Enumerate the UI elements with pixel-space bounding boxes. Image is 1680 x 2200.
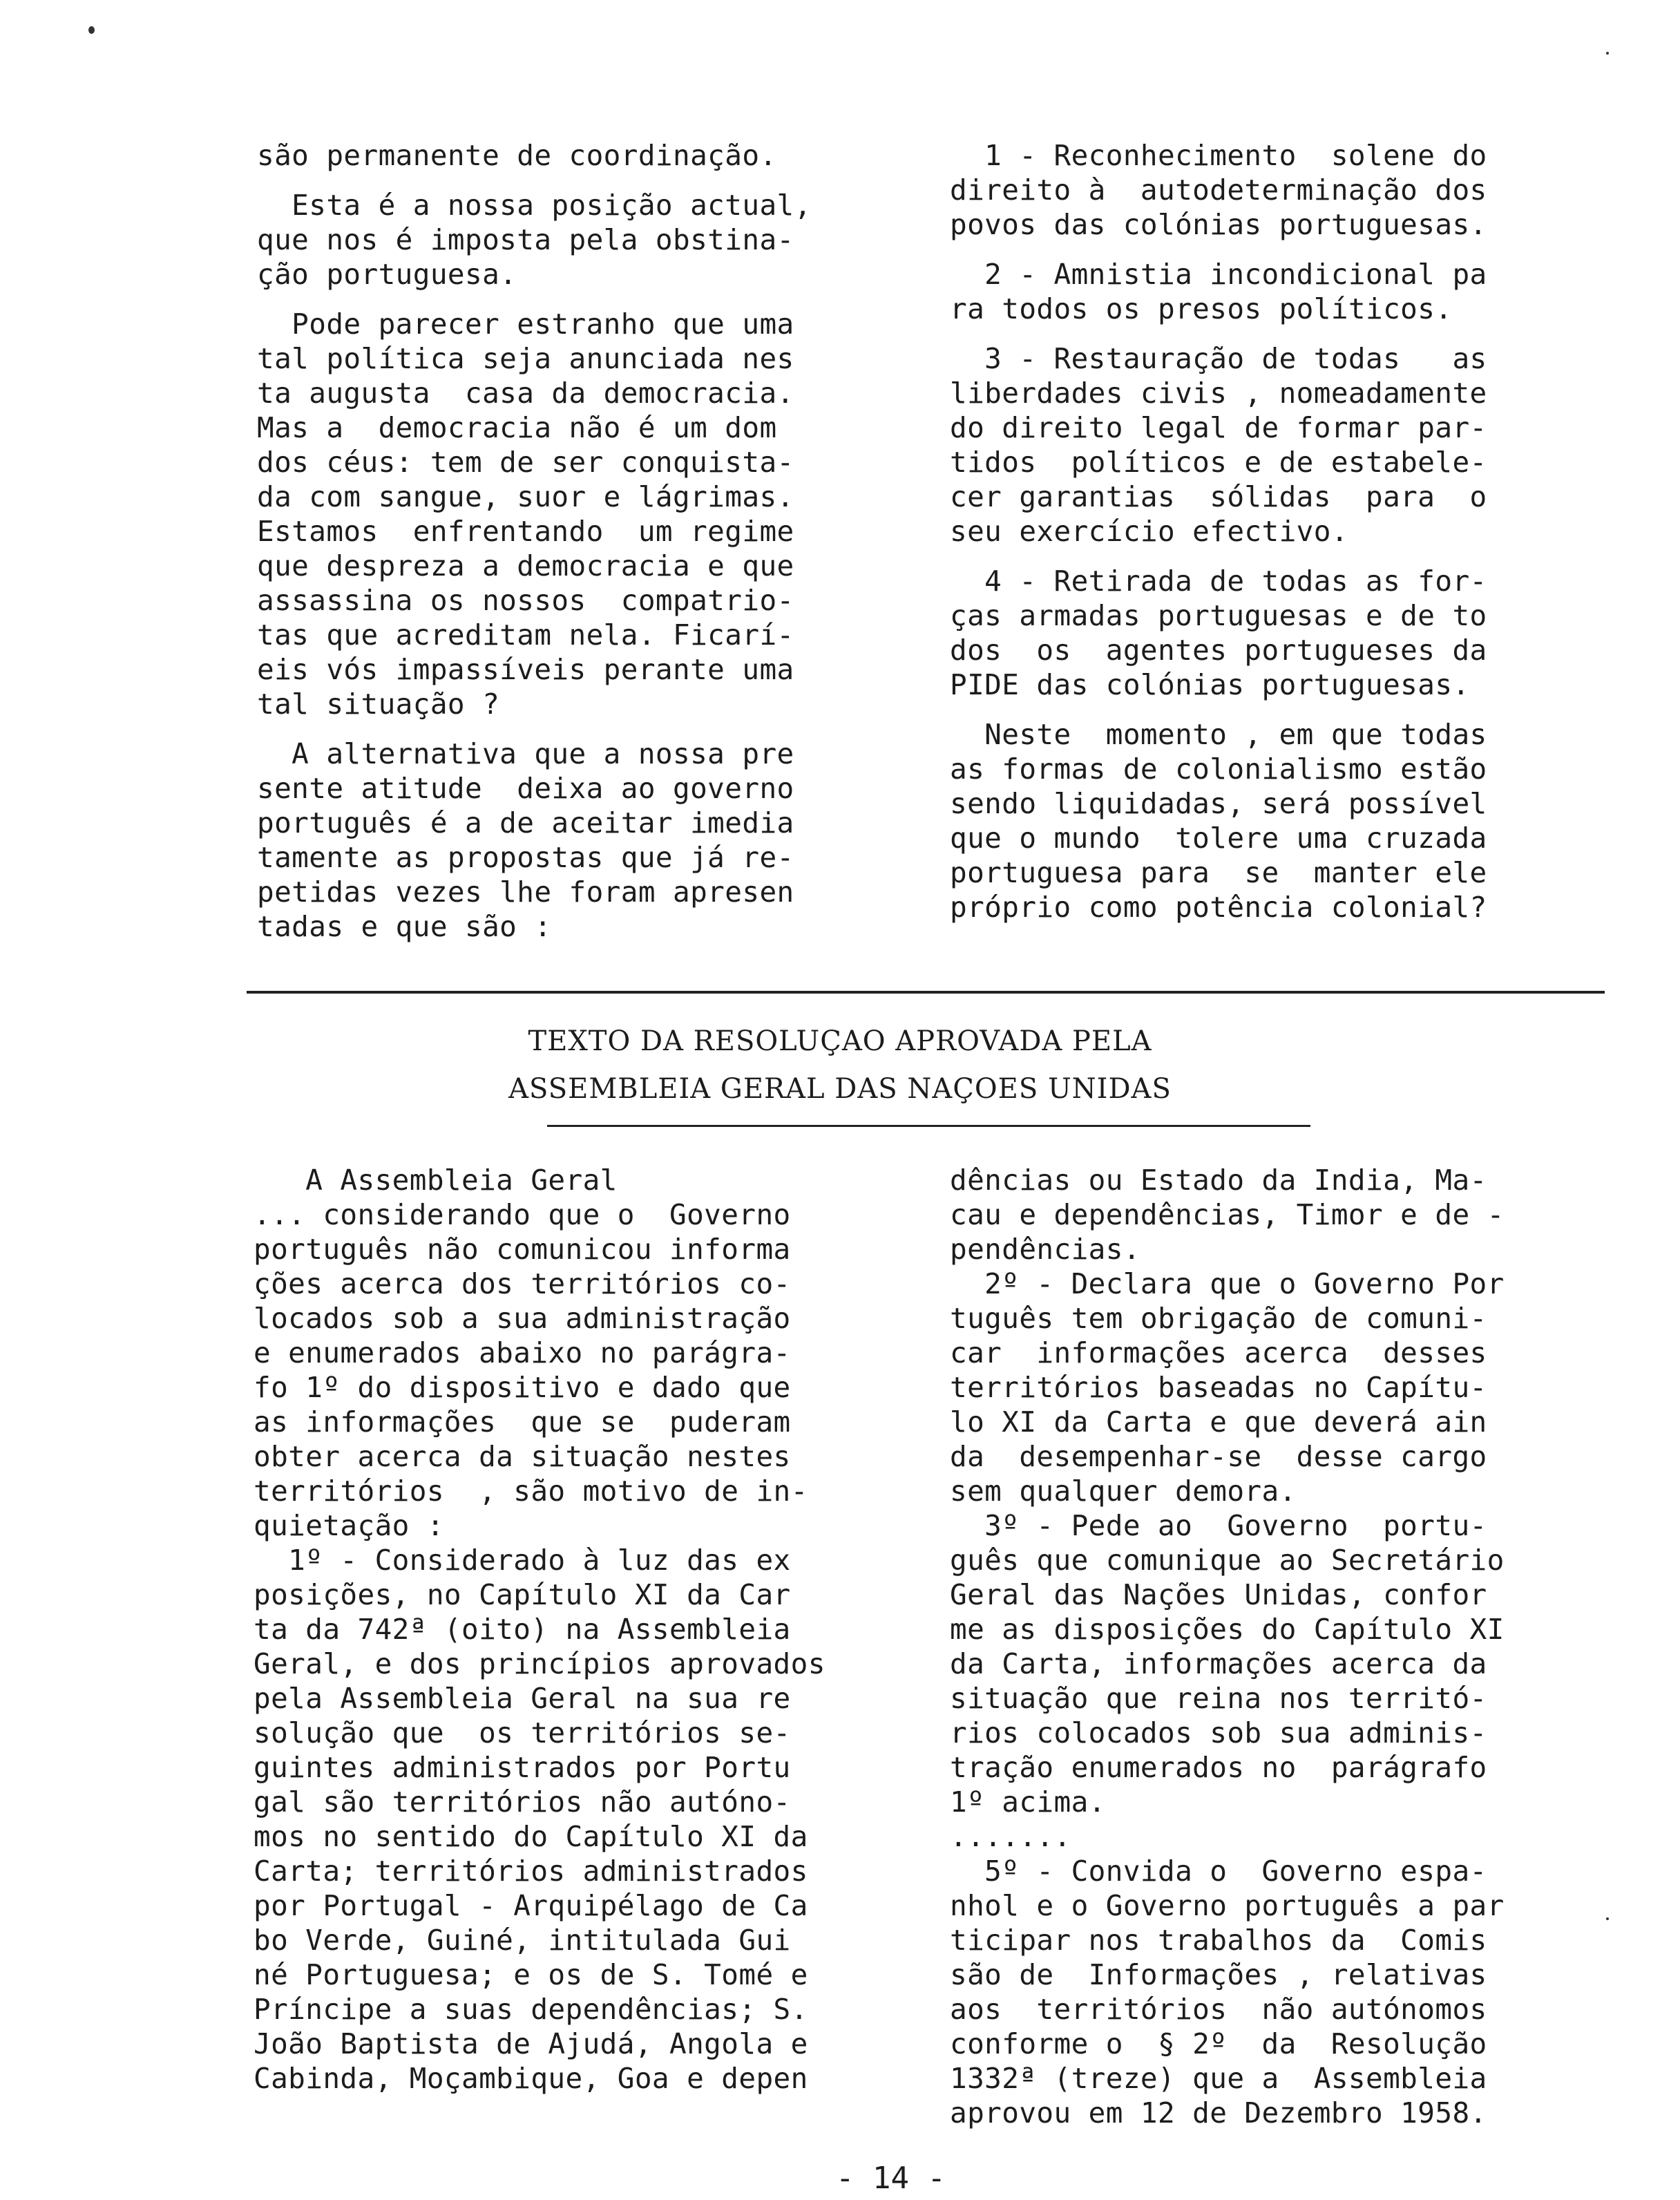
scan-speck [1606,52,1609,55]
text-line: dos os agentes portugueses da [950,634,1487,667]
paragraph-gap [257,292,812,307]
text-line: sente atitude deixa ao governo [257,772,794,805]
text-line: tas que acreditam nela. Ficarí- [257,618,794,652]
text-line: eis vós impassíveis perante uma [257,653,794,686]
text-line: assassina os nossos compatrio- [257,584,794,617]
text-line: PIDE das colónias portuguesas. [950,668,1470,701]
text-line: as informações que se puderam [254,1405,791,1439]
page-number: - 14 - [836,2161,946,2196]
paragraph-gap [257,721,812,737]
text-line: 1º acima. [950,1785,1106,1819]
text-line: ... considerando que o Governo [254,1198,791,1231]
text-line: guintes administrados por Portu [254,1751,791,1784]
resolution-title-line-2: ASSEMBLEIA GERAL DAS NAÇOES UNIDAS [508,1073,1172,1105]
text-line: as formas de colonialismo estão [950,752,1487,786]
text-line: 4 - Retirada de todas as for- [950,565,1487,598]
text-line: nhol e o Governo português a par [950,1889,1505,1922]
text-line: ções acerca dos territórios co- [254,1267,791,1300]
text-line: que o mundo tolere uma cruzada [950,822,1487,855]
text-line: A alternativa que a nossa pre [257,737,794,770]
title-underline [547,1125,1310,1127]
text-line: Estamos enfrentando um regime [257,515,794,548]
text-line: tal situação ? [257,688,500,721]
text-line: dos céus: tem de ser conquista- [257,446,794,479]
resolution-left-column [254,1163,825,2096]
text-line: ....... [950,1820,1071,1853]
paragraph-gap [950,326,1487,341]
text-line: Pode parecer estranho que uma [257,307,794,341]
text-line: mos no sentido do Capítulo XI da [254,1820,808,1853]
text-line: tamente as propostas que já re- [257,841,794,874]
text-line: da Carta, informações acerca da [950,1647,1487,1680]
text-line: 2 - Amnistia incondicional pa [950,258,1487,291]
text-line: 1 - Reconhecimento solene do [950,139,1487,172]
text-line: português não comunicou informa [254,1233,791,1266]
text-line: sendo liquidadas, será possível [950,787,1487,820]
text-line: A Assembleia Geral [254,1164,618,1197]
text-line: car informações acerca desses [950,1336,1487,1369]
text-line: solução que os territórios se- [254,1716,791,1749]
text-line: próprio como potência colonial? [950,891,1487,924]
text-line: ta da 742ª (oito) na Assembleia [254,1613,791,1646]
text-line: pendências. [950,1233,1140,1266]
text-line: português é a de aceitar imedia [257,806,794,840]
text-line: tal política seja anunciada nes [257,342,794,375]
text-line: ticipar nos trabalhos da Comis [950,1924,1487,1957]
text-line: Geral das Nações Unidas, confor [950,1578,1487,1611]
scan-speck [88,26,95,34]
text-line: portuguesa para se manter ele [950,856,1487,889]
text-line: fo 1º do dispositivo e dado que [254,1371,791,1404]
text-line: aos territórios não autónomos [950,1993,1487,2026]
text-line: guês que comunique ao Secretário [950,1544,1505,1577]
text-line: do direito legal de formar par- [950,411,1487,444]
text-line: Cabinda, Moçambique, Goa e depen [254,2062,808,2095]
text-line: ças armadas portuguesas e de to [950,599,1487,632]
text-line: cau e dependências, Timor e de - [950,1198,1505,1231]
text-line: Geral, e dos princípios aprovados [254,1647,825,1680]
text-line: 3 - Restauração de todas as [950,342,1487,375]
text-line: bo Verde, Guiné, intitulada Gui [254,1924,791,1957]
text-line: Neste momento , em que todas [950,718,1487,751]
text-line: João Baptista de Ajudá, Angola e [254,2027,808,2060]
text-line: tuguês tem obrigação de comuni- [950,1302,1487,1335]
text-line: tidos políticos e de estabele- [950,446,1487,479]
scan-speck [1606,1917,1609,1920]
text-line: 1º - Considerado à luz das ex [254,1544,791,1577]
text-line: conforme o § 2º da Resolução [950,2027,1487,2060]
text-line: sem qualquer demora. [950,1474,1297,1508]
text-line: locados sob a sua administração [254,1302,791,1335]
text-line: ta augusta casa da democracia. [257,377,794,410]
text-line: situação que reina nos territó- [950,1682,1487,1715]
text-line: da com sangue, suor e lágrimas. [257,480,794,513]
text-line: por Portugal - Arquipélago de Ca [254,1889,808,1922]
text-line: tração enumerados no parágrafo [950,1751,1487,1784]
text-line: pela Assembleia Geral na sua re [254,1682,791,1715]
text-line: dências ou Estado da India, Ma- [950,1164,1487,1197]
text-line: povos das colónias portuguesas. [950,208,1487,241]
text-line: ra todos os presos políticos. [950,292,1453,325]
text-line: Carta; territórios administrados [254,1855,808,1888]
text-line: Esta é a nossa posição actual, [257,189,812,222]
text-line: são permanente de coordinação. [257,139,777,172]
text-line: petidas vezes lhe foram apresen [257,875,794,909]
paragraph-gap [257,173,812,188]
resolution-title-line-1: TEXTO DA RESOLUÇAO APROVADA PELA [528,1025,1152,1057]
text-line: seu exercício efectivo. [950,515,1348,548]
text-line: territórios , são motivo de in- [254,1474,808,1508]
text-line: territórios baseadas no Capítu- [950,1371,1487,1404]
text-line: quietação : [254,1509,444,1542]
text-line: gal são territórios não autóno- [254,1785,791,1819]
text-line: 1332ª (treze) que a Assembleia [950,2062,1487,2095]
text-line: posições, no Capítulo XI da Car [254,1578,791,1611]
paragraph-gap [950,702,1487,717]
paragraph-gap [950,549,1487,564]
text-line: aprovou em 12 de Dezembro 1958. [950,2096,1487,2130]
text-line: rios colocados sob sua adminis- [950,1716,1487,1749]
text-line: que despreza a democracia e que [257,549,794,582]
text-line: me as disposições do Capítulo XI [950,1613,1505,1646]
resolution-right-column [950,1163,1505,2130]
top-right-column [950,138,1487,924]
text-line: Príncipe a suas dependências; S. [254,1993,808,2026]
text-line: 2º - Declara que o Governo Por [950,1267,1505,1300]
text-line: lo XI da Carta e que deverá ain [950,1405,1487,1439]
text-line: né Portuguesa; e os de S. Tomé e [254,1958,808,1991]
top-left-column [257,138,812,944]
text-line: Mas a democracia não é um dom [257,411,777,444]
text-line: tadas e que são : [257,910,552,943]
text-line: e enumerados abaixo no parágra- [254,1336,791,1369]
paragraph-gap [950,242,1487,257]
text-line: são de Informações , relativas [950,1958,1487,1991]
text-line: 5º - Convida o Governo espa- [950,1855,1487,1888]
text-line: liberdades civis , nomeadamente [950,377,1487,410]
text-line: ção portuguesa. [257,258,517,291]
text-line: cer garantias sólidas para o [950,480,1487,513]
text-line: que nos é imposta pela obstina- [257,223,794,256]
text-line: 3º - Pede ao Governo portu- [950,1509,1487,1542]
text-line: da desempenhar-se desse cargo [950,1440,1487,1473]
text-line: direito à autodeterminação dos [950,173,1487,207]
section-divider [247,991,1605,994]
text-line: obter acerca da situação nestes [254,1440,791,1473]
